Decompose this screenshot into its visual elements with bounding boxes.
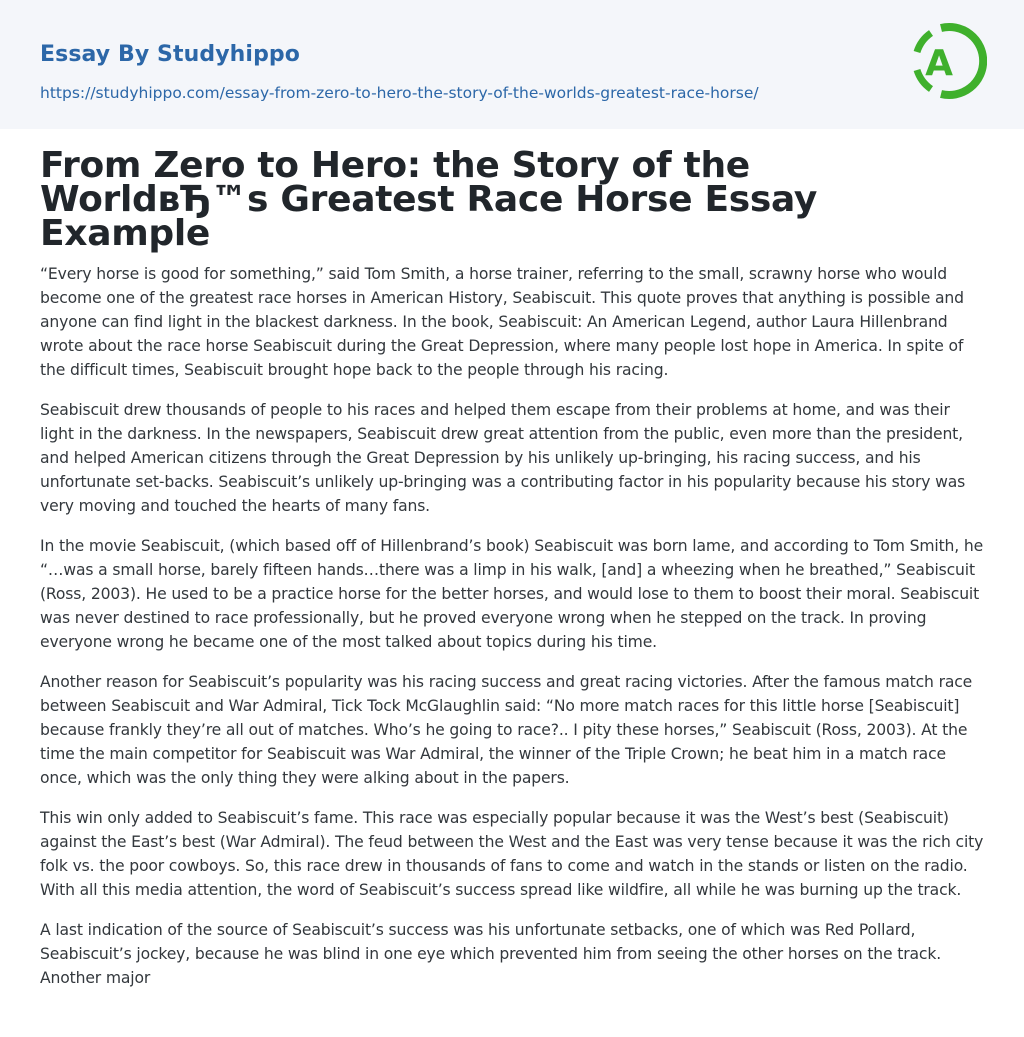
essay-paragraph-2: Seabiscuit drew thousands of people to his races and helped them escape from their problems at home, and was their light in the darkness. In the newspapers, Seabiscuit drew great attention from the public, even more than the president, and helped American citizens through the Great Depression by his unlikely up-bringing, his racing success, and his unfortunate set-backs. Seabiscuit’s unlikely up-bringing was a contributing factor in his popularity because his story was very moving and touched the hearts of many fans. xyxy=(40,401,966,515)
essay-url-link[interactable]: https://studyhippo.com/essay-from-zero-to-hero-the-story-of-the-worlds-greatest-race-horse/ xyxy=(40,84,759,102)
site-header xyxy=(0,0,1024,129)
essay-paragraph-5: This win only added to Seabiscuit’s fame. This race was especially popular because it was the West’s best (Seabiscuit) against the East’s best (War Admiral). The feud between the West and the East was very tense because it was the rich city folk vs. the poor cowboys. So, this race drew in thousands of fans to come and watch in the stands or listen on the radio. With all this media attention, the word of Seabiscuit’s success spread like wildfire, all while he was burning up the track. xyxy=(40,809,984,899)
essay-paragraph-1: “Every horse is good for something,” said Tom Smith, a horse trainer, referring to the small, scrawny horse who would become one of the greatest race horses in American History, Seabiscuit. This quote proves that anything is possible and anyone can find light in the blackest darkness. In the book, Seabiscuit: An American Legend, author Laura Hillenbrand wrote about the race horse Seabiscuit during the Great Depression, where many people lost hope in America. In spite of the difficult times, Seabiscuit brought hope back to the people through his racing. xyxy=(40,265,964,379)
logo-letter: A xyxy=(925,43,953,84)
studyhippo-logo-icon[interactable] xyxy=(911,18,987,106)
essay-paragraph-4: Another reason for Seabiscuit’s popularity was his racing success and great racing victories. After the famous match race between Seabiscuit and War Admiral, Tick Tock McGlaughlin said: “No more match races for this little horse [Seabiscuit] because frankly they’re all out of matches. Who’s he going to race?.. I pity these horses,” Seabiscuit (Ross, 2003). At the time the main competitor for Seabiscuit was War Admiral, the winner of the Triple Crown; he beat him in a match race once, which was the only thing they were alking about in the papers. xyxy=(40,673,973,787)
essay-paragraph-6: A last indication of the source of Seabiscuit’s success was his unfortunate setbacks, one of which was Red Pollard, Seabiscuit’s jockey, because he was blind in one eye which prevented him from seeing the other horses on the track. Another major xyxy=(40,921,942,987)
essay-paragraph-3: In the movie Seabiscuit, (which based off of Hillenbrand’s book) Seabiscuit was born lame, and according to Tom Smith, he “…was a small horse, barely fifteen hands…there was a limp in his walk, [and] a wheezing when he breathed,” Seabiscuit (Ross, 2003). He used to be a practice horse for the better horses, and would lose to them to boost their moral. Seabiscuit was never destined to race professionally, but he proved everyone wrong when he stepped on the track. In proving everyone wrong he became one of the most talked about topics during his time. xyxy=(40,537,984,651)
essay-title: From Zero to Hero: the Story of the WorldвЂ™s Greatest Race Horse Essay Example xyxy=(40,145,818,254)
brand-title[interactable]: Essay By Studyhippo xyxy=(40,42,300,67)
article xyxy=(40,145,984,1006)
